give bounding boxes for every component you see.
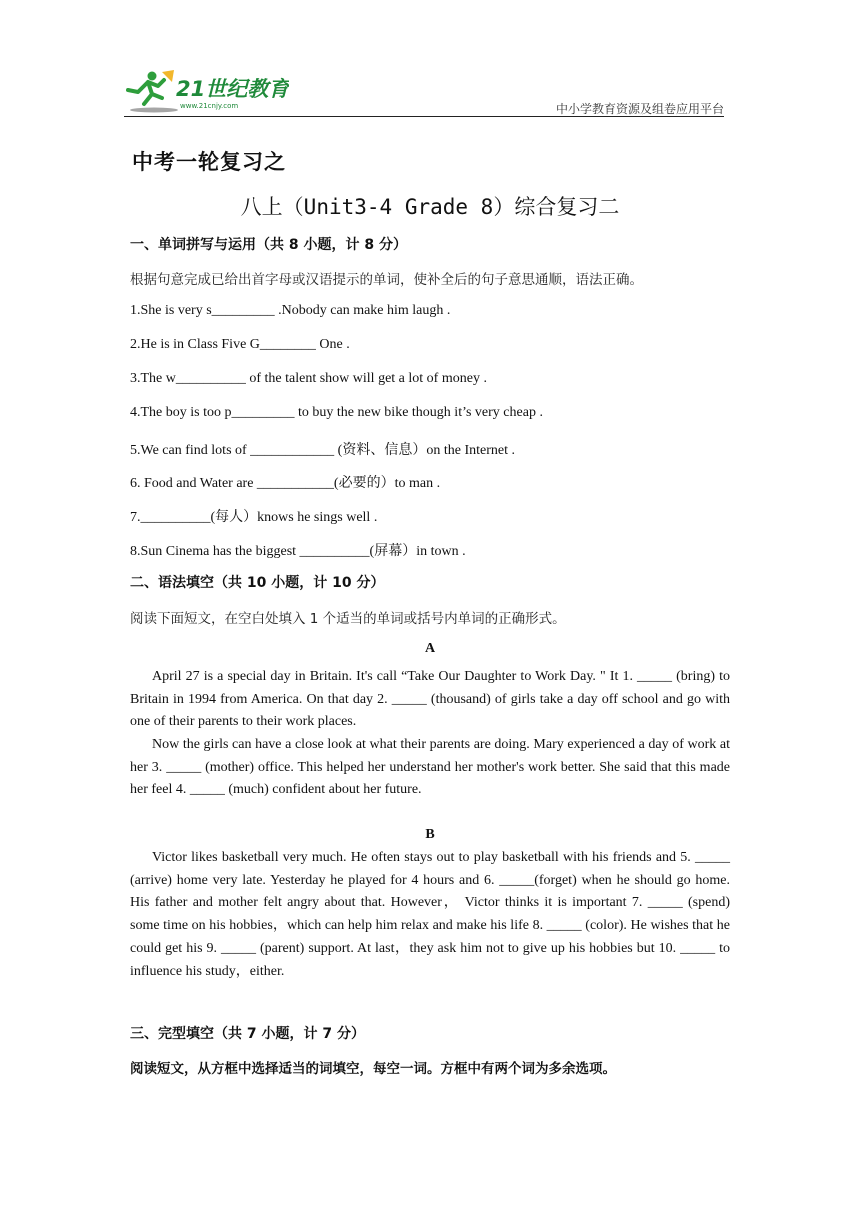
question-item: 1.She is very s_________ .Nobody can make him laugh . xyxy=(130,303,451,318)
section1-heading: 一、单词拼写与运用（共 8 小题，计 8 分） xyxy=(130,237,407,253)
page-header xyxy=(124,64,724,116)
question-item: 5.We can find lots of ____________ (资料、信息）on the Internet . xyxy=(130,443,515,458)
passage-b-label: B xyxy=(425,827,435,842)
section2-heading: 二、语法填空（共 10 小题，计 10 分） xyxy=(130,575,385,591)
platform-label: 中小学教育资源及组卷应用平台 xyxy=(555,102,724,116)
section3-heading: 三、完型填空（共 7 小题，计 7 分） xyxy=(130,1026,365,1042)
pretitle: 中考一轮复习之 xyxy=(132,150,286,174)
question-item: 2.He is in Class Five G________ One . xyxy=(130,337,350,352)
runner-icon xyxy=(128,70,174,104)
logo xyxy=(124,68,289,114)
section3-instruction: 阅读短文，从方框中选择适当的词填空，每空一词。方框中有两个词为多余选项。 xyxy=(130,1061,616,1077)
question-item: 4.The boy is too p_________ to buy the new bike though it’s very cheap . xyxy=(130,405,543,420)
question-item: 7.__________(每人）knows he sings well . xyxy=(130,510,378,525)
page-title: 八上（Unit3-4 Grade 8）综合复习二 xyxy=(240,195,620,219)
question-item: 8.Sun Cinema has the biggest __________(屏幕）in town . xyxy=(130,544,466,559)
question-item: 3.The w__________ of the talent show will get a lot of money . xyxy=(130,371,487,386)
passage-a-paragraph: April 27 is a special day in Britain. It's call “Take Our Daughter to Work Day. " It 1. _____ (bring) to Britain in 1994 from America. On that day 2. _____ (thousand) of girls take a day off school and go with one of their parents to their work places. xyxy=(130,669,730,730)
header-divider xyxy=(124,116,724,117)
passage-a-paragraph: Now the girls can have a close look at what their parents are doing. Mary experienced a day of work at her 3. _____ (mother) office. This helped her understand her mother's work better. She said that this made her feel 4. _____ (much) confident about her future. xyxy=(130,737,730,798)
section2-instruction: 阅读下面短文，在空白处填入 1 个适当的单词或括号内单词的正确形式。 xyxy=(130,611,566,627)
passage-b-paragraph: Victor likes basketball very much. He often stays out to play basketball with his friends and 5. _____ (arrive) home very late. Yesterday he played for 4 hours and 6. _____(forget) when he should go home. His father and mother felt angry about that. However， Victor thinks it is important 7. _____ (spend) some time on his hobbies，which can help him relax and make his life 8. _____ (color). He wishes that he could get his 9. _____ (parent) support. At last，they ask him not to give up his hobbies but 10. _____ to influence his study，either. xyxy=(130,850,730,979)
logo-text: 21世纪教育 xyxy=(176,77,289,101)
passage-a-label: A xyxy=(424,641,436,656)
question-item: 6. Food and Water are ___________(必要的）to man . xyxy=(130,476,441,491)
logo-url: www.21cnjy.com xyxy=(180,102,239,110)
section1-instruction: 根据句意完成已给出首字母或汉语提示的单词，使补全后的句子意思通顺，语法正确。 xyxy=(130,272,643,288)
